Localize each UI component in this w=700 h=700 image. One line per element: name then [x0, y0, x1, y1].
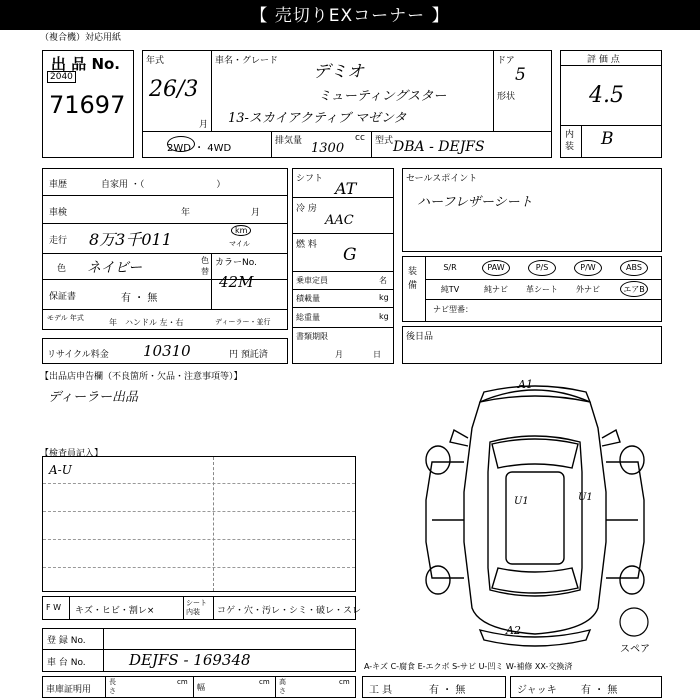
recycle-unit: 円 預託済 [229, 350, 268, 360]
side-damage-mark: U1 [578, 492, 593, 503]
inspector-value: A-U [49, 463, 72, 477]
warranty-value: 有 ・ 無 [121, 293, 158, 304]
jack-value: 有 ・ 無 [581, 685, 618, 696]
mileage-value: 8万3千011 [89, 230, 172, 249]
year-label: 年式 [146, 56, 165, 66]
seller-notes-value: ディーラー出品 [48, 390, 138, 405]
equip-abs-circle [620, 260, 648, 276]
mileage-unit-km: km [231, 225, 251, 236]
door-value: 5 [515, 65, 526, 85]
color-label: 色 [57, 264, 67, 274]
load-label: 積載量 [296, 294, 320, 303]
recycle-value: 10310 [143, 342, 191, 360]
equipment-label: 装備 [408, 267, 418, 291]
warranty-label: 保証書 [49, 292, 77, 302]
garage-cert-row [42, 676, 356, 698]
equip-ps-circle [528, 260, 556, 276]
score-box [560, 50, 662, 158]
width-label: 幅 [197, 683, 205, 692]
weight-unit: kg [379, 312, 389, 321]
color-change-label: 色替 [201, 256, 209, 276]
interior-value: B [601, 129, 614, 149]
type-label: 型式 [375, 136, 394, 146]
equip-ps: P/S [535, 263, 549, 272]
registration-unit: 月日 [335, 350, 411, 359]
inspector-notes-box [42, 456, 356, 592]
fw-label: F W [46, 603, 62, 612]
model-year-label: モデル 年式 [47, 314, 84, 322]
post-date-box [402, 326, 662, 364]
history-options: 自家用 ・（ ） [101, 180, 226, 190]
damage-legend: A-キズ C-腐食 E-エクボ S-サビ U-凹ミ W-補修 XX-交換済 [364, 662, 573, 671]
ac-label: 冷 房 [296, 204, 317, 214]
dealer-option: ディーラー・並行 [215, 318, 271, 326]
lot-stamp: 2040 [47, 71, 76, 83]
grade-line-1: ミューティングスター [318, 89, 447, 104]
year-month-mark: 月 [199, 120, 209, 130]
seat-flaws: コゲ・穴・汚レ・シミ・破レ・スレ [217, 606, 362, 616]
type-value: DBA - DEJFS [393, 139, 485, 155]
year-value: 26/3 [149, 77, 199, 102]
shape-label: 形状 [497, 92, 516, 102]
inspection-year-unit: 年 [181, 208, 191, 218]
color-value: ネイビー [87, 260, 143, 276]
fw-flaws: キズ・ヒビ・割レ× [75, 606, 155, 616]
ac-value: AAC [325, 213, 354, 228]
seller-notes-label: 【出品店申告欄（不良箇所・欠品・注意事項等）】 [40, 372, 243, 382]
roof-damage-mark: U1 [514, 496, 529, 507]
spare-label: スペア [620, 644, 650, 655]
reg-no-label: 登 録 No. [47, 636, 86, 646]
capacity-unit: 名 [379, 276, 387, 285]
inspection-label: 車検 [49, 208, 68, 218]
banner-title: 【 売切りEXコーナー 】 [0, 0, 700, 30]
tools-box [362, 676, 506, 698]
mileage-label: 走行 [49, 236, 68, 246]
vehicle-info-block [142, 50, 552, 158]
recycle-row [42, 338, 288, 364]
jack-label: ジャッキ [517, 685, 557, 696]
mileage-unit-mile: マイル [229, 240, 250, 248]
form-subtitle: （複合機）対応用紙 [40, 33, 122, 43]
score-value: 4.5 [589, 83, 624, 108]
color-code-label: カラーNo. [215, 258, 257, 268]
recycle-label: リサイクル料金 [47, 350, 109, 360]
displacement-value: 1300 [311, 141, 345, 156]
equip-tv: 純TV [440, 285, 460, 294]
lot-box [42, 50, 134, 158]
score-label: 評 価 点 [587, 55, 620, 65]
length-label: 長さ [109, 678, 116, 695]
equip-airbag: エアB [623, 285, 645, 294]
drive-2wd-circle [167, 136, 195, 152]
seat-label: シート内装 [186, 599, 207, 616]
registration-box [42, 628, 356, 672]
model-name: デミオ [313, 62, 364, 82]
lot-label: 出 品 No. [51, 55, 121, 73]
equip-paw: PAW [487, 263, 505, 272]
equip-sr: S/R [443, 263, 457, 272]
chassis-value: DEJFS - 169348 [129, 651, 251, 669]
length-unit: cm [177, 678, 188, 686]
equip-navi-model: ナビ型番： [433, 305, 473, 314]
spec-column [292, 168, 411, 364]
interior-label: 内装 [565, 130, 575, 152]
grade-line-2: 13-スカイアクティブ マゼンタ [228, 111, 407, 126]
detail-table [42, 168, 288, 330]
sales-point-label: セールスポイント [406, 174, 478, 184]
fuel-value: G [343, 245, 357, 265]
equip-paw-circle [482, 260, 510, 276]
displacement-unit: cc [355, 133, 365, 143]
color-code-value: 42M [219, 273, 254, 291]
equip-pw-circle [574, 260, 602, 276]
weight-label: 総重量 [296, 313, 320, 322]
rear-damage-mark: A2 [506, 624, 521, 637]
equipment-box [402, 256, 662, 322]
tools-value: 有 ・ 無 [429, 685, 466, 696]
drive-label: 2WD ・ 4WD [167, 143, 232, 154]
inspector-label: 【検査員記入】 [40, 449, 104, 459]
car-damage-diagram [410, 372, 660, 660]
lot-number: 71697 [49, 91, 126, 119]
width-unit: cm [259, 678, 270, 686]
displacement-label: 排気量 [275, 136, 303, 146]
fw-row [42, 596, 362, 620]
inspection-month-unit: 月 [251, 208, 261, 218]
capacity-label: 乗車定員 [296, 276, 328, 285]
height-unit: cm [339, 678, 350, 686]
door-label: ドア [497, 56, 515, 66]
equip-pw: P/W [580, 263, 596, 272]
chassis-label: 車 台 No. [47, 658, 86, 668]
post-date-label: 後日品 [406, 332, 434, 342]
fuel-label: 燃 料 [296, 240, 317, 250]
sales-point-box [402, 168, 662, 252]
shift-label: シフト [296, 174, 324, 184]
equip-ext-navi: 外ナビ [576, 285, 600, 294]
name-label: 車名・グレード [215, 56, 279, 66]
shift-value: AT [335, 179, 357, 198]
history-label: 車歴 [49, 180, 68, 190]
equip-navi: 純ナビ [484, 285, 508, 294]
equip-airbag-circle [620, 281, 648, 297]
garage-cert-label: 車庫証明用 [46, 685, 92, 695]
front-damage-mark: A1 [518, 378, 533, 391]
equip-abs: ABS [626, 263, 642, 272]
load-unit: kg [379, 293, 389, 302]
jack-box [510, 676, 662, 698]
model-year-unit: 年 [109, 318, 117, 327]
tools-label: 工 具 [369, 685, 393, 696]
registration-label: 書類期限 [296, 332, 328, 341]
sales-point-value: ハーフレザーシート [417, 195, 533, 210]
handle-option: ハンドル 左・右 [125, 318, 184, 327]
height-label: 高さ [279, 678, 286, 695]
equip-leather: 革シート [526, 285, 558, 294]
